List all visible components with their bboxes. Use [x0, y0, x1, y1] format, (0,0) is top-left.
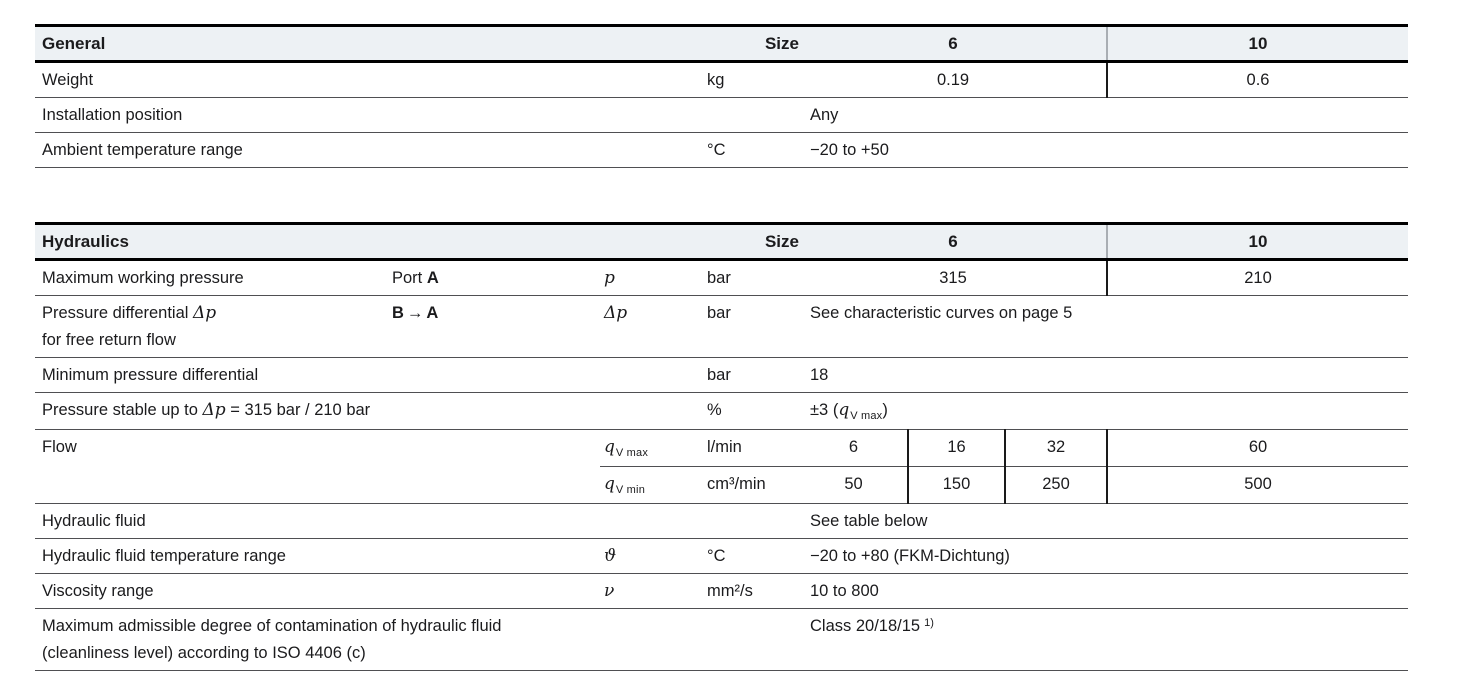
pressure-diff-port [390, 296, 600, 358]
pressure-diff-label-symbol: Δp [193, 303, 217, 323]
row-installation-position [35, 98, 1408, 133]
row-min-pressure-differential [35, 358, 1408, 393]
contamination-value [800, 609, 1408, 671]
min-pressure-value: 18 [800, 358, 1408, 393]
row-ambient-temperature [35, 133, 1408, 168]
ambient-value: −20 to +50 [800, 133, 1408, 168]
viscosity-value: 10 to 800 [800, 574, 1408, 609]
pressure-diff-label-text: Pressure differential [42, 304, 194, 322]
flow-min-value-3: 250 [1005, 467, 1107, 504]
installation-unit [705, 98, 800, 133]
pressure-stable-unit: % [705, 393, 800, 430]
contamination-label [35, 609, 800, 671]
row-hydraulic-fluid [35, 504, 1408, 539]
symbol-q-max: q [604, 437, 615, 457]
weight-value-size6: 0.19 [800, 62, 1107, 98]
flow-max-symbol [600, 430, 705, 467]
pressure-stable-value [800, 393, 1408, 430]
flow-max-value-1: 6 [800, 430, 908, 467]
flow-min-unit: cm³/min [705, 467, 800, 504]
row-weight [35, 62, 1408, 98]
general-header-row [35, 26, 1408, 62]
fluid-temp-label: Hydraulic fluid temperature range [35, 539, 600, 574]
general-col6-header: 6 [800, 26, 1107, 62]
hydraulics-table [35, 222, 1408, 671]
qvmax-subscript-inline: V max [850, 410, 883, 422]
footnote-1-superscript: 1) [924, 617, 934, 629]
row-max-working-pressure [35, 260, 1408, 296]
max-pressure-symbol [600, 260, 705, 296]
ambient-label: Ambient temperature range [35, 133, 705, 168]
flow-label: Flow [35, 430, 600, 504]
flow-max-value-4: 60 [1107, 430, 1408, 467]
q-max-subscript: V max [615, 447, 649, 459]
pressure-diff-unit: bar [705, 296, 800, 358]
row-fluid-temperature-range [35, 539, 1408, 574]
fluid-label: Hydraulic fluid [35, 504, 705, 539]
flow-min-value-2: 150 [908, 467, 1005, 504]
pressure-diff-label-line2: for free return flow [42, 331, 176, 349]
fluid-unit [705, 504, 800, 539]
pressure-stable-value-post: ) [882, 401, 888, 419]
pressure-stable-post: = 315 bar / 210 bar [225, 401, 371, 419]
ambient-unit: °C [705, 133, 800, 168]
weight-label: Weight [35, 62, 705, 98]
min-pressure-label: Minimum pressure differential [35, 358, 705, 393]
flow-min-value-4: 500 [1107, 467, 1408, 504]
flow-max-unit: l/min [705, 430, 800, 467]
row-pressure-stable [35, 393, 1408, 430]
row-viscosity-range [35, 574, 1408, 609]
pressure-diff-symbol [600, 296, 705, 358]
pressure-diff-label [35, 296, 390, 358]
contamination-value-text: Class 20/18/15 [810, 617, 921, 635]
fluid-temp-symbol [600, 539, 705, 574]
q-min-subscript: V min [615, 484, 646, 496]
installation-label: Installation position [35, 98, 705, 133]
weight-unit: kg [705, 62, 800, 98]
viscosity-label: Viscosity range [35, 574, 600, 609]
pressure-stable-value-pre: ±3 ( [810, 401, 839, 419]
flow-max-value-3: 32 [1005, 430, 1107, 467]
hydraulics-size-header: Size [705, 224, 800, 260]
fluid-temp-unit: °C [705, 539, 800, 574]
viscosity-unit: mm²/s [705, 574, 800, 609]
hydraulics-title: Hydraulics [35, 224, 705, 260]
weight-value-size10: 0.6 [1107, 62, 1408, 98]
general-col10-header: 10 [1107, 26, 1408, 62]
pressure-stable-label [35, 393, 705, 430]
fluid-temp-value: −20 to +80 (FKM-Dichtung) [800, 539, 1408, 574]
symbol-q-min: q [604, 474, 615, 494]
arrow-right-icon: → [406, 304, 424, 322]
min-pressure-unit: bar [705, 358, 800, 393]
max-pressure-value-size10: 210 [1107, 260, 1408, 296]
symbol-theta: ϑ [604, 546, 617, 566]
pressure-stable-pre: Pressure stable up to [42, 401, 203, 419]
general-table [35, 24, 1408, 168]
row-pressure-differential [35, 296, 1408, 358]
max-pressure-label: Maximum working pressure [35, 260, 390, 296]
symbol-qvmax-inline: q [838, 400, 850, 420]
hydraulics-col10-header: 10 [1107, 224, 1408, 260]
symbol-p: p [604, 268, 615, 288]
general-size-header: Size [705, 26, 800, 62]
pressure-stable-symbol: Δp [202, 400, 226, 420]
pressure-diff-value: See characteristic curves on page 5 [800, 296, 1408, 358]
port-prefix: Port [392, 269, 427, 287]
flow-min-value-1: 50 [800, 467, 908, 504]
symbol-nu: ν [604, 581, 615, 601]
max-pressure-value-size6: 315 [800, 260, 1107, 296]
port-a-bold: A [426, 269, 439, 287]
fluid-value: See table below [800, 504, 1408, 539]
row-contamination [35, 609, 1408, 671]
max-pressure-unit: bar [705, 260, 800, 296]
hydraulics-col6-header: 6 [800, 224, 1107, 260]
max-pressure-port [390, 260, 600, 296]
contamination-label-line1: Maximum admissible degree of contamination of hydraulic fluid [42, 617, 502, 635]
viscosity-symbol [600, 574, 705, 609]
port-b-bold: B [392, 304, 404, 322]
contamination-label-line2: (cleanliness level) according to ISO 4406 (c) [42, 644, 366, 662]
symbol-delta-p: Δp [604, 303, 628, 323]
hydraulics-header-row [35, 224, 1408, 260]
installation-value: Any [800, 98, 1408, 133]
flow-max-value-2: 16 [908, 430, 1005, 467]
general-title: General [35, 26, 705, 62]
row-flow-max [35, 430, 1408, 467]
flow-min-symbol [600, 467, 705, 504]
port-a2-bold: A [426, 304, 439, 322]
